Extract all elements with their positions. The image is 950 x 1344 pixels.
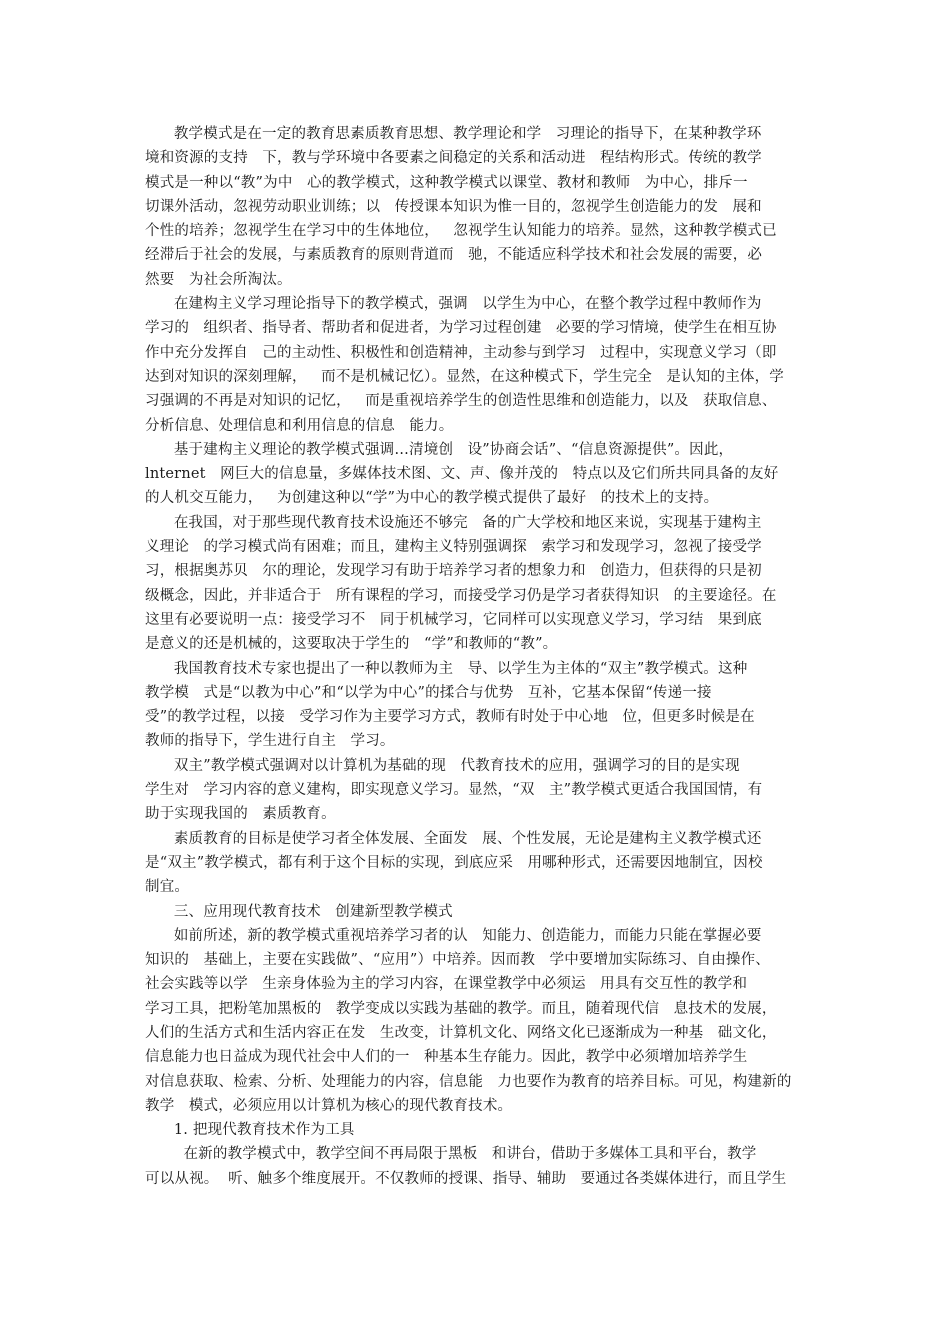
text-line: 级概念，因此，并非适合于 所有课程的学习，而接受学习仍是学习者获得知识 的主要途径。在: [145, 587, 777, 604]
text-line: 然要 为社会所淘汰。: [145, 271, 292, 288]
text-line: 教学模式是在一定的教育思素质教育思想、教学理论和学 习理论的指导下，在某种教学环: [145, 126, 762, 142]
text-line: 助于实现我国的 素质教育。: [145, 806, 336, 823]
document-text-body: [145, 122, 809, 1191]
text-line: 学习工具，把粉笔加黑板的 教学变成以实践为基础的教学。而且，随着现代信 息技术的发展，: [145, 1000, 777, 1017]
text-line: 如前所述，新的教学模式重视培养学习者的认 知能力、创造能力，而能力只能在掌握必要: [145, 927, 762, 944]
text-line: 知识的 基础上，主要在实践做”、“应用”）中培养。因而教 学中要增加实际练习、自由操作、: [145, 952, 770, 969]
text-line: 的人机交互能力， 为创建这种以“学”为中心的教学模式提供了最好 的技术上的支持。: [145, 490, 719, 507]
text-line: 基于建构主义理论的教学模式强调…清境创 设”协商会话”、“信息资源提供”。因此，: [145, 441, 734, 458]
text-line: 习，根据奥苏贝 尔的理论，发现学习有助于培养学习者的想象力和 创造力，但获得的只是初: [145, 563, 762, 580]
text-line: 学习的 组织者、指导者、帮助者和促进者，为学习过程创建 必要的学习情境，使学生在相互协: [145, 320, 777, 337]
text-line: 三、应用现代教育技术 创建新型教学模式: [145, 903, 453, 920]
text-line: 对信息获取、检索、分析、处理能力的内容，信息能 力也要作为教育的培养目标。可见，构建新的: [145, 1073, 792, 1090]
text-line: 可以从视。 听、触多个维度展开。不仅教师的授课、指导、辅助 要通过各类媒体进行，而且学生: [145, 1170, 787, 1187]
text-line: 双主”教学模式强调对以计算机为基础的现 代教育技术的应用，强调学习的目的是实现: [145, 757, 740, 774]
text-line: 教学模 式是“以教为中心”和“以学为中心”的揉合与优势 互补，它基本保留“传递一接: [145, 684, 712, 701]
text-line: 受”的教学过程，以接 受学习作为主要学习方式，教师有时处于中心地 位，但更多时候是在: [145, 709, 755, 726]
text-line: 社会实践等以学 生亲身体验为主的学习内容，在课堂教学中必须运 用具有交互性的教学和: [145, 976, 748, 993]
text-line: 是“双主”教学模式，都有利于这个目标的实现，到底应采 用哪种形式，还需要因地制宜，因校: [145, 854, 763, 871]
text-line: 达到对知识的深刻理解， 而不是机械记忆）。显然，在这种模式下，学生完全 是认知的主体，学: [145, 368, 785, 385]
text-line: 在我国，对于那些现代教育技术设施还不够完 备的广大学校和地区来说，实现基于建构主: [145, 514, 762, 531]
text-line: 在建构主义学习理论指导下的教学模式，强调 以学生为中心，在整个教学过程中教师作为: [145, 296, 762, 313]
text-line: 信息能力也日益成为现代社会中人们的一 种基本生存能力。因此，教学中必须增加培养学生: [145, 1049, 748, 1066]
text-line: 1. 把现代教育技术作为工具: [145, 1122, 355, 1139]
text-line: 在新的教学模式中，教学空间不再局限于黑板 和讲台，借助于多媒体工具和平台，教学: [145, 1146, 757, 1163]
text-line: 经滞后于社会的发展，与素质教育的原则背道而 驰，不能适应科学技术和社会发展的需要，必: [145, 247, 763, 264]
text-line: lnternet 网巨大的信息量，多媒体技术图、文、声、像并茂的 特点以及它们所共同具备的友好: [145, 466, 779, 483]
text-line: 制宜。: [145, 879, 190, 896]
text-line: 人们的生活方式和生活内容正在发 生改变，计算机文化、网络文化已逐渐成为一种基 础文化，: [145, 1024, 777, 1041]
text-line: 分析信息、处理信息和利用信息的信息 能力。: [145, 417, 454, 434]
text-line: 学生对 学习内容的意义建构，即实现意义学习。显然，“双 主”教学模式更适合我国国情，有: [145, 782, 763, 799]
text-line: 切课外活动，忽视劳动职业训练；以 传授课本知识为惟一目的，忽视学生创造能力的发 展和: [145, 198, 762, 215]
text-line: 境和资源的支持 下，教与学环境中各要素之间稳定的关系和活动进 程结构形式。传统的教学: [145, 150, 762, 167]
text-line: 个性的培养；忽视学生在学习中的生体地位， 忽视学生认知能力的培养。显然，这种教学模式已: [145, 223, 777, 240]
text-line: 教学 模式，必须应用以计算机为核心的现代教育技术。: [145, 1097, 513, 1114]
text-line: 我国教育技术专家也提出了一种以教师为主 导、以学生为主体的“双主”教学模式。这种: [145, 660, 748, 677]
text-line: 习强调的不再是对知识的记忆， 而是重视培养学生的创造性思维和创造能力，以及 获取信息、: [145, 393, 777, 410]
text-line: 教师的指导下，学生进行自主 学习。: [145, 733, 395, 750]
text-line: 模式是一种以“教”为中 心的教学模式，这种教学模式以课堂、教材和教师 为中心，排斥一: [145, 174, 748, 191]
text-line: 作中充分发挥自 己的主动性、积极性和创造精神，主动参与到学习 过程中，实现意义学习（即: [145, 344, 777, 361]
text-line: 义理论 的学习模式尚有困难；而且，建构主义特别强调探 索学习和发现学习，忽视了接受学: [145, 539, 762, 556]
text-line: 是意义的还是机械的，这要取决于学生的 “学”和教师的“教”。: [145, 636, 558, 653]
text-line: 素质教育的目标是使学习者全体发展、全面发 展、个性发展，无论是建构主义教学模式还: [145, 830, 762, 847]
text-line: 这里有必要说明一点：接受学习不 同于机械学习，它同样可以实现意义学习，学习结 果到底: [145, 611, 762, 628]
